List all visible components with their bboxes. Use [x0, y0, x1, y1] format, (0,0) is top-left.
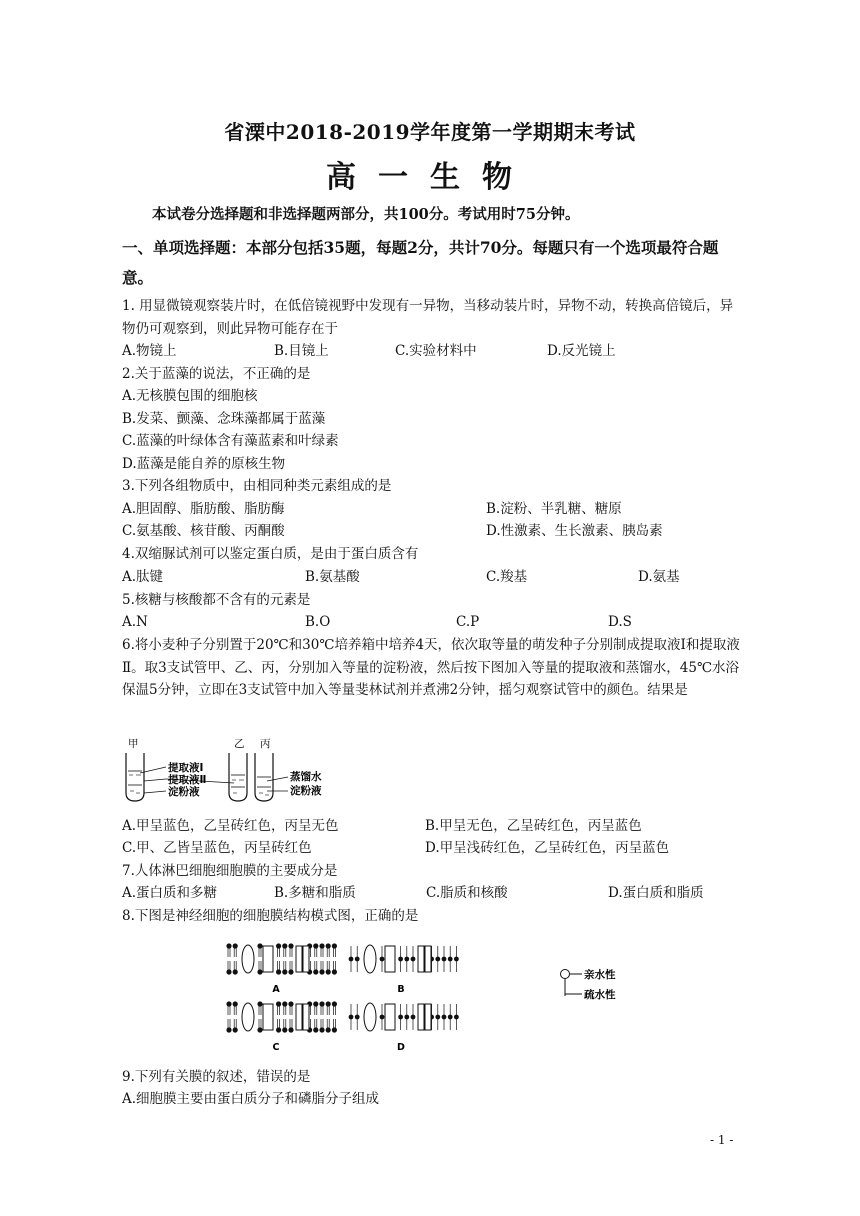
q5-option-c: C.P	[456, 614, 480, 630]
q1-option-c: C.实验材料中	[395, 343, 477, 359]
q5-option-d: D.S	[608, 614, 632, 630]
question-1-stem: 1. 用显微镜观察装片时，在低倍镜视野中发现有一异物，当移动装片时，异物不动，转换高倍镜后，异物仍可观察到，则此异物可能存在于	[122, 298, 734, 337]
question-6-options-row2	[122, 837, 742, 859]
question-6-options-row1	[122, 815, 742, 837]
q6-option-d: D.甲呈浅砖红色，乙呈砖红色，丙呈蓝色	[425, 840, 670, 856]
legend-hydrophobic: 疏水性	[584, 989, 616, 1001]
label-extract-2: 提取液Ⅱ	[168, 774, 207, 786]
tube-label-jia: 甲	[128, 738, 139, 750]
question-3-options-row2	[122, 520, 742, 542]
q3-option-b: B.淀粉、半乳糖、糖原	[486, 501, 622, 517]
membrane-option-b	[349, 945, 459, 973]
tube-label-bing: 丙	[260, 738, 271, 750]
membrane-label-c: C	[272, 1042, 280, 1053]
exam-title: 省溧中2018-2019学年度第一学期期末考试	[224, 120, 636, 144]
question-3-stem: 3.下列各组物质中，由相同种类元素组成的是	[122, 478, 392, 494]
membrane-label-b: B	[397, 984, 405, 995]
q6-option-c: C.甲、乙皆呈蓝色，丙呈砖红色	[122, 840, 312, 856]
question-7-options	[122, 882, 742, 904]
q1-option-d: D.反光镜上	[547, 343, 616, 359]
q7-option-d: D.蛋白质和脂质	[608, 885, 704, 901]
page-number: - 1 -	[710, 1133, 734, 1147]
legend-hydrophilic: 亲水性	[584, 969, 616, 981]
q3-option-a: A.胆固醇、脂肪酸、脂肪酶	[122, 501, 285, 517]
label-extract-1: 提取液Ⅰ	[168, 762, 204, 774]
question-6-stem: 6.将小麦种子分别置于20℃和30℃培养箱中培养4天，依次取等量的萌发种子分别制成提取液Ⅰ和提取液Ⅱ。取3支试管甲、乙、丙，分别加入等量的淀粉液，然后按下图加入等量的提取液和蒸馏水，45℃水浴保温5分钟，立即在3支试管中加入等量斐林试剂并煮沸2分钟，摇匀观察试管中的颜色。结果是	[122, 637, 740, 698]
q4-option-b: B.氨基酸	[305, 569, 360, 585]
q1-option-b: B.目镜上	[274, 343, 329, 359]
q6-option-a: A.甲呈蓝色，乙呈砖红色，丙呈无色	[122, 818, 339, 834]
membrane-option-c	[226, 1001, 337, 1032]
q5-option-b: B.O	[305, 614, 331, 630]
question-4-stem: 4.双缩脲试剂可以鉴定蛋白质，是由于蛋白质含有	[122, 546, 419, 562]
tube-yi	[229, 753, 247, 801]
q2-option-c: C.蓝藻的叶绿体含有藻蓝素和叶绿素	[122, 433, 339, 449]
q4-option-c: C.羧基	[486, 569, 528, 585]
question-2-stem: 2.关于蓝藻的说法，不正确的是	[122, 366, 311, 382]
label-starch-left: 淀粉液	[168, 786, 200, 798]
q2-option-d: D.蓝藻是能自养的原核生物	[122, 456, 286, 472]
question-3-options-row1	[122, 498, 742, 520]
q3-option-d: D.性激素、生长激素、胰岛素	[486, 523, 663, 539]
question-8-stem: 8.下图是神经细胞的细胞膜结构模式图，正确的是	[122, 908, 419, 924]
tube-label-yi: 乙	[234, 738, 245, 750]
question-4-options	[122, 566, 742, 588]
section-heading: 一、单项选择题：本部分包括35题，每题2分，共计70分。每题只有一个选项最符合题意。	[122, 238, 719, 287]
q1-option-a: A.物镜上	[122, 343, 177, 359]
question-9-stem: 9.下列有关膜的叙述，错误的是	[122, 1069, 311, 1085]
label-distilled-water: 蒸馏水	[290, 771, 322, 783]
question-7-stem: 7.人体淋巴细胞细胞膜的主要成分是	[122, 863, 338, 879]
exam-intro: 本试卷分选择题和非选择题两部分，共100分。考试用时75分钟。	[152, 206, 580, 223]
q9-option-a: A.细胞膜主要由蛋白质分子和磷脂分子组成	[122, 1091, 380, 1107]
q4-option-a: A.肽键	[122, 569, 164, 585]
membrane-option-a	[226, 943, 337, 974]
tube-jia	[126, 753, 144, 801]
membrane-label-d: D	[397, 1042, 405, 1053]
question-1-options	[122, 340, 742, 362]
q7-option-a: A.蛋白质和多糖	[122, 885, 218, 901]
q3-option-c: C.氨基酸、核苷酸、丙酮酸	[122, 523, 285, 539]
q4-option-d: D.氨基	[638, 569, 680, 585]
q5-option-a: A.N	[122, 614, 148, 630]
label-starch-right: 淀粉液	[290, 785, 322, 797]
q2-option-b: B.发菜、颤藻、念珠藻都属于蓝藻	[122, 411, 326, 427]
question-5-options	[122, 611, 742, 633]
q6-option-b: B.甲呈无色，乙呈砖红色，丙呈蓝色	[425, 818, 642, 834]
membrane-option-d	[349, 1003, 459, 1031]
test-tube-figure	[122, 735, 362, 807]
phospholipid-head-icon	[561, 970, 570, 979]
membrane-figure	[220, 938, 660, 1058]
question-5-stem: 5.核糖与核酸都不含有的元素是	[122, 592, 311, 608]
q7-option-c: C.脂质和核酸	[426, 885, 508, 901]
q2-option-a: A.无核膜包围的细胞核	[122, 388, 258, 404]
q7-option-b: B.多糖和脂质	[274, 885, 356, 901]
membrane-label-a: A	[272, 984, 280, 995]
subject-title: 高一生物	[326, 160, 534, 195]
